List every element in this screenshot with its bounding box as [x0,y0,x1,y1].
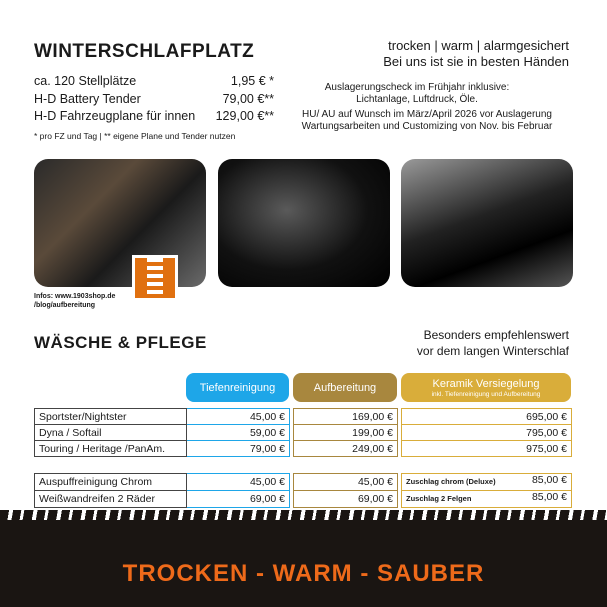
price-label: ca. 120 Stellplätze [34,74,137,88]
cell-price: 199,00 € [294,425,398,441]
info-url[interactable] [34,292,115,310]
price-table-extras [34,473,572,508]
price-table-models [34,408,572,457]
cell-price: 975,00 € [402,441,572,457]
qr-code[interactable] [132,255,178,301]
cell-price: 59,00 € [187,425,290,441]
price-value: 79,00 €** [222,92,274,106]
column-label: Keramik Versiegelung [432,377,540,390]
surcharge-price: 85,00 € [531,491,567,503]
cell-surcharge [402,491,572,508]
info-line: HU/ AU auf Wunsch im März/April 2026 vor Auslagerung [302,109,552,120]
recommendation [417,327,569,359]
motorcycle-detail-photo [401,159,573,287]
info-url-line: /blog/aufbereitung [34,302,96,309]
price-value: 129,00 €** [215,109,274,123]
info-url-line: Infos: www.1903shop.de [34,293,116,300]
surcharge-note: Zuschlag 2 Felgen [406,494,472,503]
row-label: Sportster/Nightster [35,409,187,425]
price-row [34,92,274,106]
column-header-deep-cleaning [186,373,289,402]
row-label: Touring / Heritage /PanAm. [35,441,187,457]
price-label: H-D Battery Tender [34,92,141,106]
cell-price: 69,00 € [294,491,398,508]
page-title: WINTERSCHLAFPLATZ [34,41,255,62]
tagline-line: Bei uns ist sie in besten Händen [383,54,569,69]
price-label: H-D Fahrzeugplane für innen [34,109,196,123]
info-line: Lichtanlage, Luftdruck, Öle. [356,94,478,105]
mechanic-photo [34,159,206,287]
cell-price: 69,00 € [187,491,290,508]
section-title: WÄSCHE & PFLEGE [34,333,207,352]
recommendation-line: vor dem langen Winterschlaf [416,344,569,358]
price-value: 1,95 € * [230,74,274,88]
cell-price: 169,00 € [294,409,398,425]
tagline [383,38,569,70]
cell-price: 45,00 € [187,474,290,491]
tagline-line: trocken | warm | alarmgesichert [388,38,569,53]
row-label: Auspuffreinigung Chrom [35,474,187,491]
row-label: Dyna / Softail [35,425,187,441]
surcharge-note: Zuschlag chrom (Deluxe) [406,477,496,486]
row-label: Weißwandreifen 2 Räder [35,491,187,508]
cell-price: 249,00 € [294,441,398,457]
column-header-ceramic-coating [401,373,571,402]
service-info [282,109,572,133]
footer-slogan: TROCKEN - WARM - SAUBER [122,560,485,587]
column-label: Aufbereitung [313,381,377,394]
column-sublabel: inkl. Tiefenreinigung und Aufbereitung [431,390,541,398]
cell-price: 795,00 € [402,425,572,441]
column-header-detailing [293,373,397,402]
info-line: Auslagerungscheck im Frühjahr inklusive: [324,82,510,93]
cell-price: 45,00 € [187,409,290,425]
polished-tank-photo [218,159,390,287]
price-row [34,74,274,88]
cell-price: 45,00 € [294,474,398,491]
table-row [35,441,572,457]
spring-check-info [282,82,552,106]
table-row [35,409,572,425]
column-label: Tiefenreinigung [199,381,276,394]
table-row [35,474,572,491]
footnote: * pro FZ und Tag | ** eigene Plane und Tender nutzen [34,131,236,141]
info-line: Wartungsarbeiten und Customizing von Nov. bis Februar [301,121,553,132]
cell-price: 695,00 € [402,409,572,425]
recommendation-line: Besonders empfehlenswert [423,328,569,342]
cell-surcharge [402,474,572,491]
cell-price: 79,00 € [187,441,290,457]
surcharge-price: 85,00 € [531,474,567,486]
table-row [35,491,572,508]
table-row [35,425,572,441]
price-row [34,109,274,123]
